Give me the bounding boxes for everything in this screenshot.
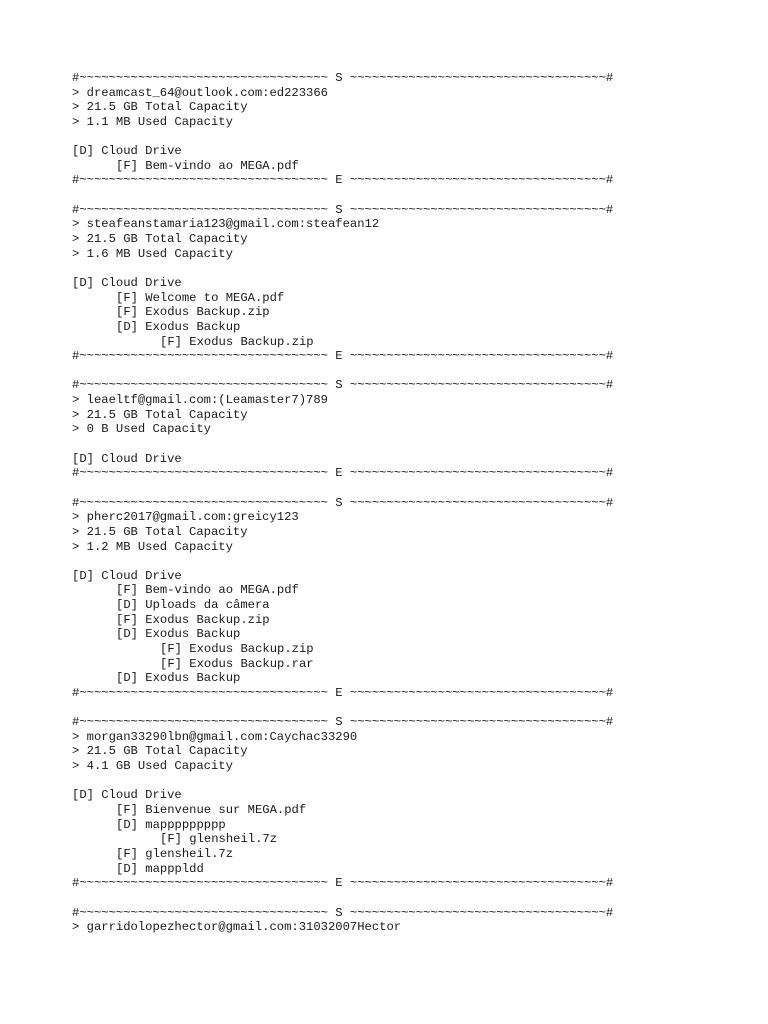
blank-line xyxy=(72,261,752,276)
tree-entry: [F] Exodus Backup.zip xyxy=(116,305,270,320)
blank-line xyxy=(72,774,752,789)
account-block xyxy=(72,203,752,364)
end-marker: #~~~~~~~~~~~~~~~~~~~~~~~~~~~~~~~~~~ E ~~~~~~~~~~~~~~~~~~~~~~~~~~~~~~~~~~~# xyxy=(72,876,614,891)
total-capacity: > 21.5 GB Total Capacity xyxy=(72,744,248,759)
account-credential: > pherc2017@gmail.com:greicy123 xyxy=(72,510,299,525)
used-capacity: > 4.1 GB Used Capacity xyxy=(72,759,233,774)
blank-line xyxy=(72,364,752,379)
blank-line xyxy=(72,481,752,496)
total-capacity: > 21.5 GB Total Capacity xyxy=(72,407,248,422)
tree-entry: [F] Bienvenue sur MEGA.pdf xyxy=(116,803,307,818)
end-marker: #~~~~~~~~~~~~~~~~~~~~~~~~~~~~~~~~~~ E ~~~~~~~~~~~~~~~~~~~~~~~~~~~~~~~~~~~# xyxy=(72,466,614,481)
used-capacity: > 1.1 MB Used Capacity xyxy=(72,114,233,129)
tree-entry: [F] Exodus Backup.zip xyxy=(160,641,314,656)
blank-line xyxy=(72,437,752,452)
tree-entry: [D] mapppldd xyxy=(116,861,204,876)
cloud-drive-root: [D] Cloud Drive xyxy=(72,788,182,803)
blank-line xyxy=(72,130,752,145)
tree-entry: [D] Exodus Backup xyxy=(116,627,241,642)
start-marker: #~~~~~~~~~~~~~~~~~~~~~~~~~~~~~~~~~~ S ~~~~~~~~~~~~~~~~~~~~~~~~~~~~~~~~~~~# xyxy=(72,715,614,730)
tree-entry: [D] Exodus Backup xyxy=(116,671,241,686)
tree-entry: [F] Bem-vindo ao MEGA.pdf xyxy=(116,158,299,173)
blank-line xyxy=(72,701,752,716)
tree-entry: [F] glensheil.7z xyxy=(160,832,278,847)
cloud-drive-root: [D] Cloud Drive xyxy=(72,275,182,290)
cloud-drive-root: [D] Cloud Drive xyxy=(72,451,182,466)
start-marker: #~~~~~~~~~~~~~~~~~~~~~~~~~~~~~~~~~~ S ~~~~~~~~~~~~~~~~~~~~~~~~~~~~~~~~~~~# xyxy=(72,202,614,217)
start-marker: #~~~~~~~~~~~~~~~~~~~~~~~~~~~~~~~~~~ S ~~~~~~~~~~~~~~~~~~~~~~~~~~~~~~~~~~~# xyxy=(72,71,614,85)
blank-line xyxy=(72,554,752,569)
account-credential: > leaeltf@gmail.com:(Leamaster7)789 xyxy=(72,393,328,408)
tree-entry: [D] mappppppppp xyxy=(116,817,226,832)
account-block xyxy=(72,906,752,935)
account-block xyxy=(72,496,752,701)
account-credential: > steafeanstamaria123@gmail.com:steafean12 xyxy=(72,217,380,232)
account-block xyxy=(72,71,752,188)
tree-entry: [F] Bem-vindo ao MEGA.pdf xyxy=(116,583,299,598)
tree-entry: [F] Welcome to MEGA.pdf xyxy=(116,290,285,305)
blank-line xyxy=(72,891,752,906)
total-capacity: > 21.5 GB Total Capacity xyxy=(72,524,248,539)
used-capacity: > 0 B Used Capacity xyxy=(72,422,211,437)
start-marker: #~~~~~~~~~~~~~~~~~~~~~~~~~~~~~~~~~~ S ~~~~~~~~~~~~~~~~~~~~~~~~~~~~~~~~~~~# xyxy=(72,378,614,393)
start-marker: #~~~~~~~~~~~~~~~~~~~~~~~~~~~~~~~~~~ S ~~~~~~~~~~~~~~~~~~~~~~~~~~~~~~~~~~~# xyxy=(72,495,614,510)
tree-entry: [D] Exodus Backup xyxy=(116,319,241,334)
tree-entry: [F] Exodus Backup.zip xyxy=(160,334,314,349)
account-credential: > dreamcast_64@outlook.com:ed223366 xyxy=(72,85,328,100)
used-capacity: > 1.6 MB Used Capacity xyxy=(72,246,233,261)
blank-line xyxy=(72,188,752,203)
document-page xyxy=(72,71,752,935)
total-capacity: > 21.5 GB Total Capacity xyxy=(72,232,248,247)
end-marker: #~~~~~~~~~~~~~~~~~~~~~~~~~~~~~~~~~~ E ~~~~~~~~~~~~~~~~~~~~~~~~~~~~~~~~~~~# xyxy=(72,685,614,700)
end-marker: #~~~~~~~~~~~~~~~~~~~~~~~~~~~~~~~~~~ E ~~~~~~~~~~~~~~~~~~~~~~~~~~~~~~~~~~~# xyxy=(72,349,614,364)
tree-entry: [F] glensheil.7z xyxy=(116,846,234,861)
account-block xyxy=(72,715,752,891)
end-marker: #~~~~~~~~~~~~~~~~~~~~~~~~~~~~~~~~~~ E ~~~~~~~~~~~~~~~~~~~~~~~~~~~~~~~~~~~# xyxy=(72,173,614,188)
cloud-drive-root: [D] Cloud Drive xyxy=(72,568,182,583)
used-capacity: > 1.2 MB Used Capacity xyxy=(72,539,233,554)
tree-entry: [D] Uploads da câmera xyxy=(116,598,270,613)
cloud-drive-root: [D] Cloud Drive xyxy=(72,144,182,159)
start-marker: #~~~~~~~~~~~~~~~~~~~~~~~~~~~~~~~~~~ S ~~~~~~~~~~~~~~~~~~~~~~~~~~~~~~~~~~~# xyxy=(72,905,614,920)
account-credential: > morgan33290lbn@gmail.com:Caychac33290 xyxy=(72,729,358,744)
tree-entry: [F] Exodus Backup.rar xyxy=(160,656,314,671)
account-block xyxy=(72,378,752,480)
tree-entry: [F] Exodus Backup.zip xyxy=(116,612,270,627)
account-credential: > garridolopezhector@gmail.com:31032007Hector xyxy=(72,920,402,935)
total-capacity: > 21.5 GB Total Capacity xyxy=(72,100,248,115)
